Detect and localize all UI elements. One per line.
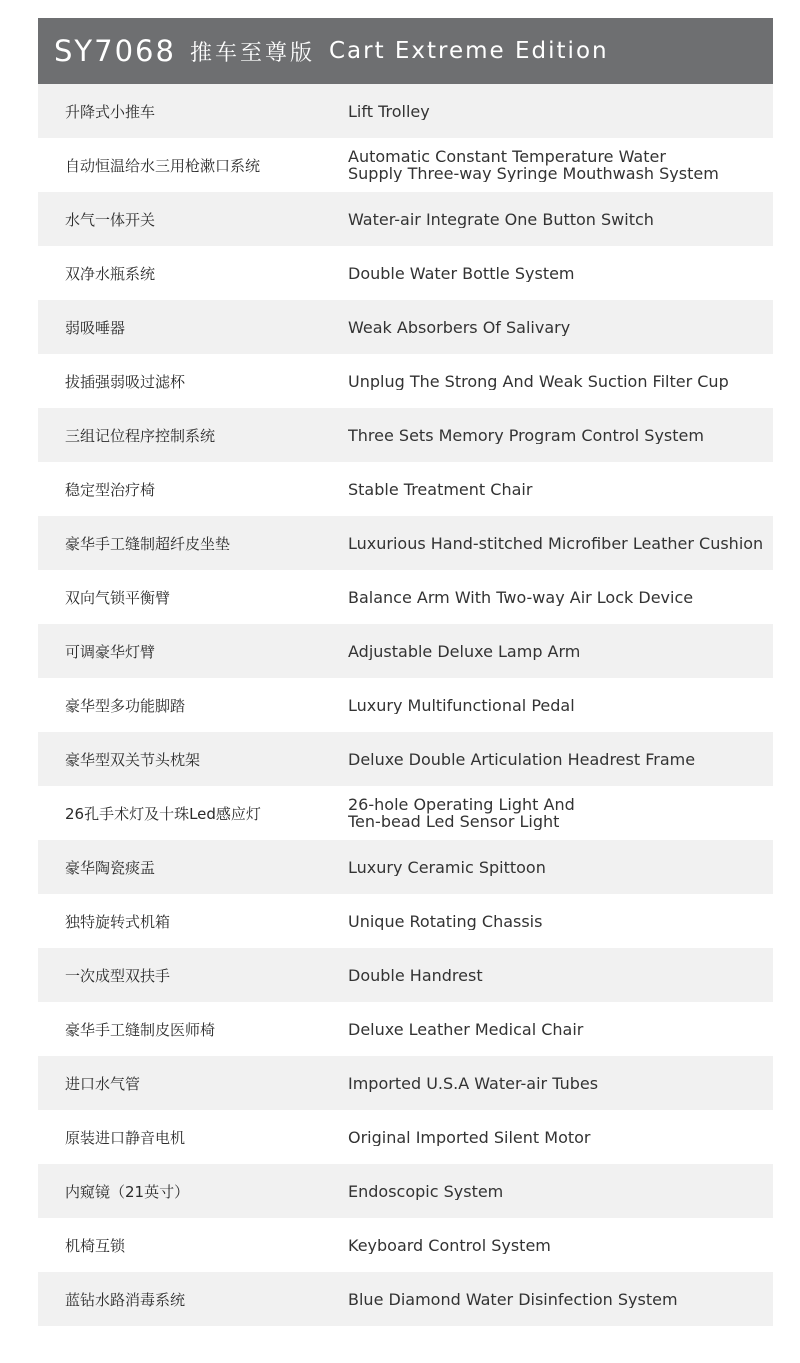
- feature-row: [38, 192, 773, 246]
- feature-row: [38, 138, 773, 192]
- feature-name-cn: 内窥镜（21英寸）: [65, 1182, 190, 1201]
- edition-title-en: Cart Extreme Edition: [328, 38, 609, 64]
- feature-row: [38, 1272, 773, 1326]
- feature-row: [38, 624, 773, 678]
- feature-name-cn: 双向气锁平衡臂: [65, 588, 171, 607]
- feature-name-cn: 豪华型双关节头枕架: [65, 750, 201, 769]
- feature-name-cn: 原装进口静音电机: [65, 1128, 186, 1147]
- feature-row: [38, 840, 773, 894]
- feature-row: [38, 408, 773, 462]
- feature-name-en: Balance Arm With Two-way Air Lock Device: [348, 588, 694, 606]
- feature-name-cn: 一次成型双扶手: [65, 966, 171, 985]
- feature-name-en: Deluxe Leather Medical Chair: [348, 1020, 584, 1038]
- feature-name-en: Automatic Constant Temperature Water Supply Three-way Syringe Mouthwash System: [348, 148, 719, 182]
- feature-row: [38, 354, 773, 408]
- feature-list: [38, 84, 773, 1326]
- feature-name-cn: 升降式小推车: [65, 102, 156, 121]
- feature-name-cn: 水气一体开关: [65, 210, 156, 229]
- feature-name-en: Adjustable Deluxe Lamp Arm: [348, 642, 581, 660]
- feature-name-en: Luxury Ceramic Spittoon: [348, 858, 546, 876]
- feature-name-en: Unplug The Strong And Weak Suction Filter Cup: [348, 372, 729, 390]
- feature-name-en: Imported U.S.A Water-air Tubes: [348, 1074, 599, 1092]
- feature-name-cn: 双净水瓶系统: [65, 264, 156, 283]
- feature-name-cn: 可调豪华灯臂: [65, 642, 156, 661]
- feature-name-en: Endoscopic System: [348, 1182, 504, 1200]
- feature-name-cn: 豪华手工缝制超纤皮坐垫: [65, 534, 231, 553]
- feature-name-cn: 进口水气管: [65, 1074, 141, 1093]
- feature-name-cn: 稳定型治疗椅: [65, 480, 156, 499]
- feature-name-cn: 豪华手工缝制皮医师椅: [65, 1020, 216, 1039]
- feature-name-en: Deluxe Double Articulation Headrest Frame: [348, 750, 696, 768]
- feature-name-cn: 机椅互锁: [65, 1236, 126, 1255]
- feature-name-en: Weak Absorbers Of Salivary: [348, 318, 571, 336]
- feature-row: [38, 570, 773, 624]
- feature-name-en: Three Sets Memory Program Control System: [348, 426, 704, 444]
- feature-row: [38, 246, 773, 300]
- feature-row: [38, 732, 773, 786]
- feature-row: [38, 678, 773, 732]
- feature-row: [38, 948, 773, 1002]
- feature-name-en: Keyboard Control System: [348, 1236, 551, 1254]
- title-banner: [38, 18, 773, 84]
- feature-name-en: Original Imported Silent Motor: [348, 1128, 591, 1146]
- feature-name-en: Lift Trolley: [348, 102, 430, 120]
- feature-row: [38, 462, 773, 516]
- feature-name-en: Double Water Bottle System: [348, 264, 575, 282]
- feature-row: [38, 1218, 773, 1272]
- feature-name-cn: 自动恒温给水三用枪漱口系统: [65, 156, 261, 175]
- feature-row: [38, 300, 773, 354]
- feature-name-en: Water-air Integrate One Button Switch: [348, 210, 654, 228]
- feature-name-en: Unique Rotating Chassis: [348, 912, 543, 930]
- feature-row: [38, 1110, 773, 1164]
- feature-name-cn: 拔插强弱吸过滤杯: [65, 372, 186, 391]
- feature-name-en: Stable Treatment Chair: [348, 480, 533, 498]
- feature-row: [38, 1056, 773, 1110]
- feature-row: [38, 786, 773, 840]
- feature-row: [38, 1002, 773, 1056]
- feature-name-cn: 豪华陶瓷痰盂: [65, 858, 156, 877]
- feature-row: [38, 516, 773, 570]
- feature-name-en: Luxury Multifunctional Pedal: [348, 696, 575, 714]
- feature-row: [38, 894, 773, 948]
- feature-name-cn: 豪华型多功能脚踏: [65, 696, 186, 715]
- feature-name-en: Blue Diamond Water Disinfection System: [348, 1290, 678, 1308]
- feature-name-cn: 蓝钻水路消毒系统: [65, 1290, 186, 1309]
- feature-name-cn: 独特旋转式机箱: [65, 912, 171, 931]
- edition-title-cn: 推车至尊版: [189, 40, 315, 66]
- feature-row: [38, 84, 773, 138]
- feature-name-cn: 弱吸唾器: [65, 318, 126, 337]
- feature-row: [38, 1164, 773, 1218]
- feature-name-en: 26-hole Operating Light And Ten-bead Led Sensor Light: [348, 796, 575, 830]
- feature-sheet: [38, 18, 773, 1326]
- feature-name-cn: 三组记位程序控制系统: [65, 426, 216, 445]
- feature-name-en: Luxurious Hand-stitched Microfiber Leather Cushion: [348, 534, 764, 552]
- model-number: SY7068: [54, 34, 176, 68]
- feature-name-cn: 26孔手术灯及十珠Led感应灯: [65, 804, 261, 823]
- feature-name-en: Double Handrest: [348, 966, 483, 984]
